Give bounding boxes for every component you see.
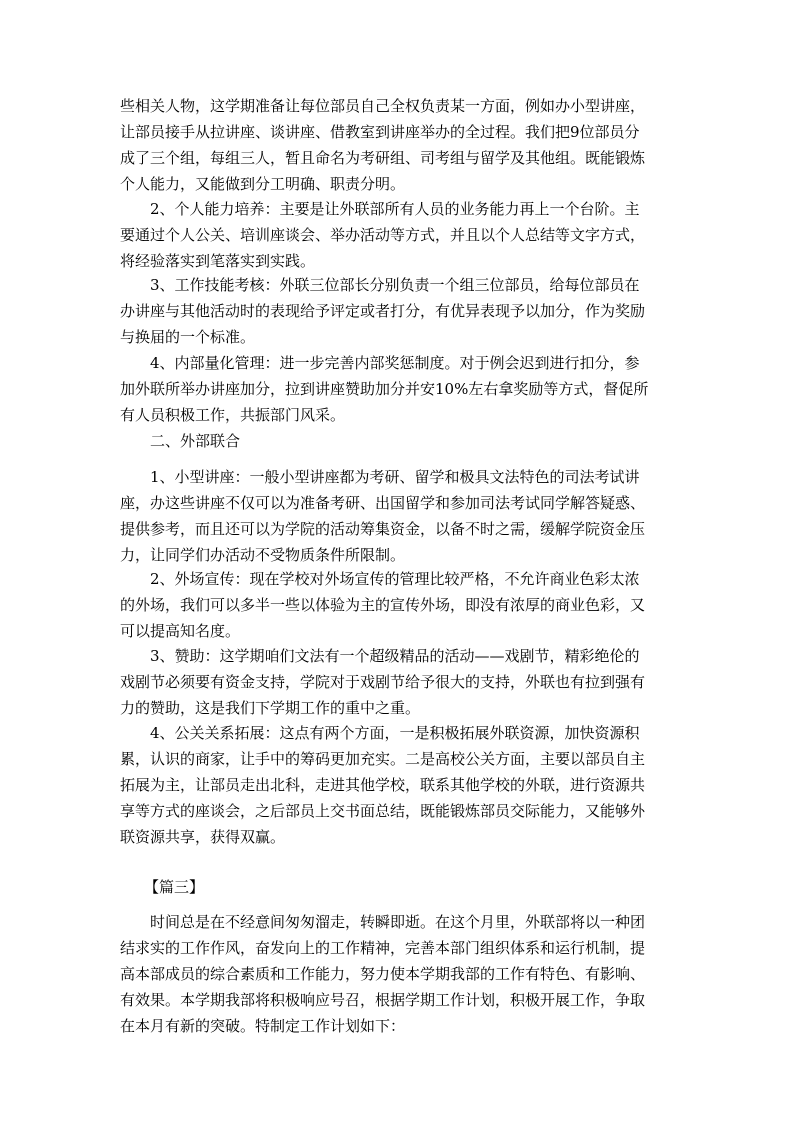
text-line: 4、内部量化管理：进一步完善内部奖惩制度。对于例会迟到进行扣分，参 xyxy=(150,354,640,372)
text-line: 提供参考，而且还可以为学院的活动筹集资金，以备不时之需，缓解学院资金压 xyxy=(120,520,646,538)
text-line: 享等方式的座谈会，之后部员上交书面总结，既能锻炼部员交际能力，又能够外 xyxy=(120,802,646,820)
paragraph-sponsorship xyxy=(120,643,680,721)
text-line: 4、公关关系拓展：这点有两个方面，一是积极拓展外联资源，加快资源积 xyxy=(150,724,640,742)
paragraph-skill-assessment xyxy=(120,272,680,350)
text-line: 让部员接手从拉讲座、谈讲座、借教室到讲座举办的全过程。我们把9位部员分 xyxy=(120,123,640,141)
text-line: 些相关人物，这学期准备让每位部员自己全权负责某一方面，例如办小型讲座， xyxy=(120,97,646,115)
text-line: 力，让同学们办活动不受物质条件所限制。 xyxy=(120,546,406,564)
text-line: 将经验落实到笔落实到实践。 xyxy=(120,252,316,270)
paragraph-small-lectures xyxy=(120,464,680,568)
text-line: 戏剧节必须要有资金支持，学院对于戏剧节给予很大的支持，外联也有拉到强有 xyxy=(120,673,646,691)
text-line: 有效果。本学期我部将积极响应号召，根据学期工作计划，积极开展工作，争取 xyxy=(120,991,646,1009)
text-line: 力的赞助，这是我们下学期工作的重中之重。 xyxy=(120,699,421,717)
text-line: 3、赞助：这学期咱们文法有一个超级精品的活动——戏剧节，精彩绝伦的 xyxy=(150,647,640,665)
paragraph-internal-management xyxy=(120,350,680,428)
text-line: 2、个人能力培养：主要是让外联部所有人员的业务能力再上一个台阶。主 xyxy=(150,200,640,218)
text-line: 时间总是在不经意间匆匆溜走，转瞬即逝。在这个月里，外联部将以一种团 xyxy=(150,913,646,931)
text-line: 与换届的一个标准。 xyxy=(120,328,256,346)
text-line: 可以提高知名度。 xyxy=(120,622,241,640)
text-line: 成了三个组，每组三人，暂且命名为考研组、司考组与留学及其他组。既能锻炼 xyxy=(120,149,646,167)
paragraph-public-relations xyxy=(120,720,680,850)
text-line: 二、外部联合 xyxy=(150,432,241,450)
text-line: 结求实的工作作风，奋发向上的工作精神，完善本部门组织体系和运行机制，提 xyxy=(120,939,646,957)
text-line: 在本月有新的突破。特制定工作计划如下： xyxy=(120,1017,406,1035)
paragraph-ability-training xyxy=(120,196,680,274)
paragraph-roles xyxy=(120,93,680,197)
text-line: 有人员积极工作，共振部门风采。 xyxy=(120,406,346,424)
paragraph-intro xyxy=(120,909,680,1039)
text-line: 个人能力，又能做到分工明确、职责分明。 xyxy=(120,175,406,193)
text-line: 累，认识的商家，让手中的筹码更加充实。二是高校公关方面，主要以部员自主 xyxy=(120,750,646,768)
paragraph-outdoor-promotion xyxy=(120,566,680,644)
text-line: 加外联所举办讲座加分，拉到讲座赞助加分并安10%左右拿奖励等方式，督促所 xyxy=(120,380,649,398)
text-line: 联资源共享，获得双赢。 xyxy=(120,828,286,846)
section-title-external xyxy=(120,428,680,454)
text-line: 高本部成员的综合素质和工作能力，努力使本学期我部的工作有特色、有影响、 xyxy=(120,965,646,983)
text-line: 拓展为主，让部员走出北科，走进其他学校，联系其他学校的外联，进行资源共 xyxy=(120,776,646,794)
text-line: 2、外场宣传：现在学校对外场宣传的管理比较严格，不允许商业色彩太浓 xyxy=(150,570,640,588)
text-line: 要通过个人公关、培训座谈会、举办活动等方式，并且以个人总结等文字方式， xyxy=(120,226,646,244)
text-line: 3、工作技能考核：外联三位部长分别负责一个组三位部员，给每位部员在 xyxy=(150,276,640,294)
text-line: 1、小型讲座：一般小型讲座都为考研、留学和极具文法特色的司法考试讲 xyxy=(150,468,640,486)
section-heading: 【篇三】 xyxy=(144,878,205,896)
text-line: 办讲座与其他活动时的表现给予评定或者打分，有优异表现予以加分，作为奖励 xyxy=(120,302,646,320)
text-line: 的外场，我们可以多半一些以体验为主的宣传外场，即没有浓厚的商业色彩，又 xyxy=(120,596,646,614)
text-line: 座，办这些讲座不仅可以为准备考研、出国留学和参加司法考试同学解答疑惑、 xyxy=(120,494,646,512)
